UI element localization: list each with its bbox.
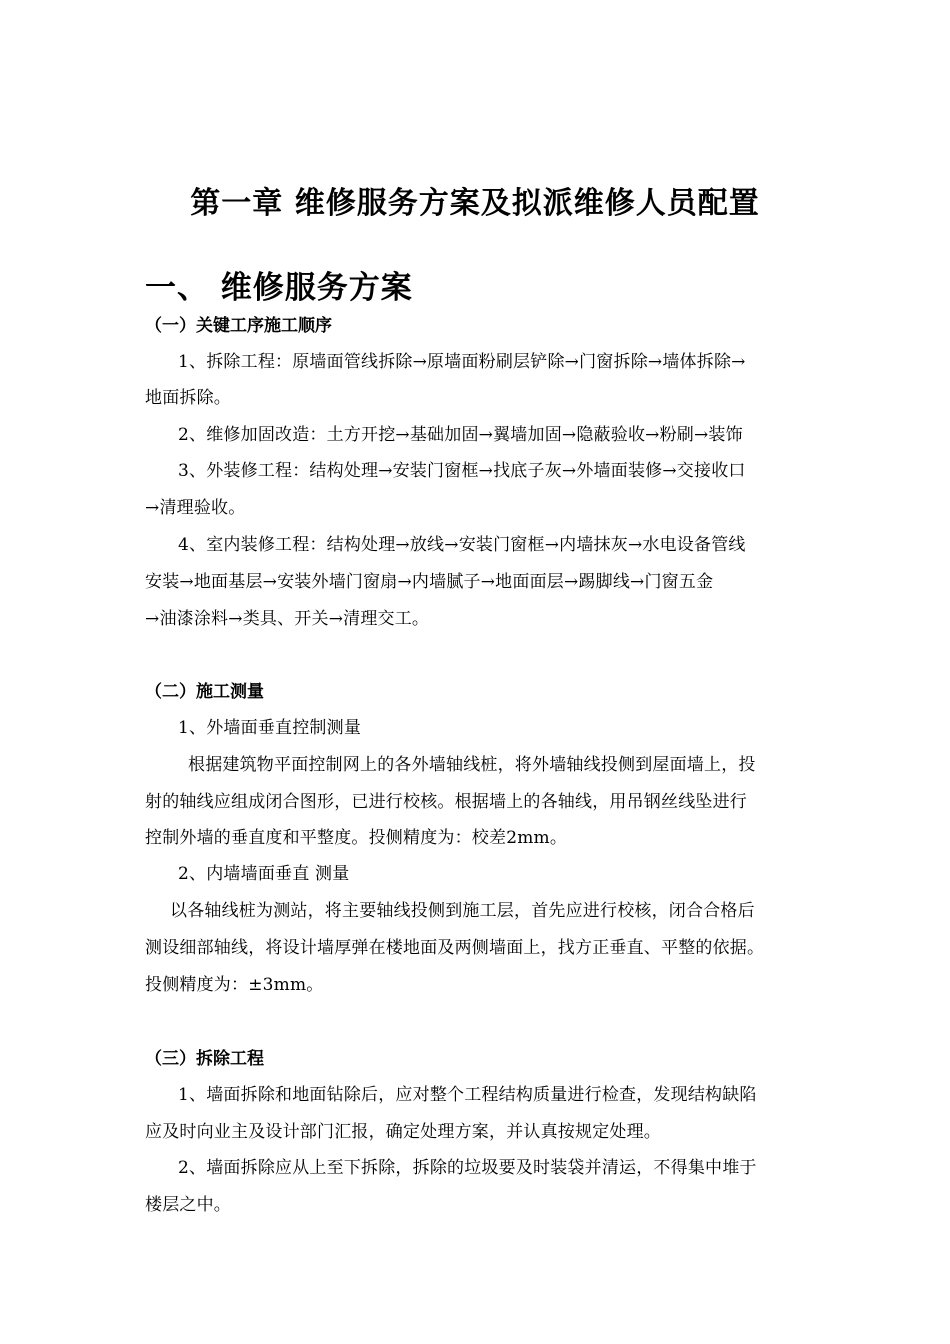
paragraph-line: 射的轴线应组成闭合图形，已进行校核。根据墙上的各轴线，用吊钢丝线坠进行 <box>145 792 747 812</box>
paragraph-line: 测设细部轴线，将设计墙厚弹在楼地面及两侧墙面上，找方正垂直、平整的依据。 <box>145 938 765 958</box>
paragraph-line: →油漆涂料→类具、开关→清理交工。 <box>145 609 430 629</box>
paragraph-line: 安装→地面基层→安装外墙门窗扇→内墙腻子→地面面层→踢脚线→门窗五金 <box>145 572 714 592</box>
section-title: 一、 维修服务方案 <box>145 270 413 306</box>
paragraph-line: 楼层之中。 <box>145 1195 231 1215</box>
paragraph-line: 控制外墙的垂直度和平整度。投侧精度为：校差2mm。 <box>145 828 568 848</box>
paragraph-line: 2、墙面拆除应从上至下拆除，拆除的垃圾要及时装袋并清运，不得集中堆于 <box>178 1158 757 1178</box>
paragraph-line: 1、墙面拆除和地面钻除后，应对整个工程结构质量进行检查，发现结构缺陷 <box>178 1085 757 1105</box>
paragraph-line: 应及时向业主及设计部门汇报，确定处理方案，并认真按规定处理。 <box>145 1122 661 1142</box>
subsection-heading-2: （二）施工测量 <box>145 682 264 702</box>
paragraph-line: →清理验收。 <box>145 498 246 518</box>
subsection-heading-1: （一）关键工序施工顺序 <box>145 316 332 336</box>
paragraph-line: 4、室内装修工程：结构处理→放线→安装门窗框→内墙抹灰→水电设备管线 <box>178 535 746 555</box>
paragraph-line: 以各轴线桩为测站，将主要轴线投侧到施工层，首先应进行校核，闭合合格后 <box>170 901 755 921</box>
paragraph-line: 1、拆除工程：原墙面管线拆除→原墙面粉刷层铲除→门窗拆除→墙体拆除→ <box>178 352 746 372</box>
paragraph-line: 地面拆除。 <box>145 388 231 408</box>
paragraph-line: 根据建筑物平面控制网上的各外墙轴线桩，将外墙轴线投侧到屋面墙上，投 <box>188 755 756 775</box>
paragraph-line: 1、外墙面垂直控制测量 <box>178 718 362 738</box>
paragraph-line: 2、维修加固改造：土方开挖→基础加固→翼墙加固→隐蔽验收→粉刷→装饰 <box>178 425 743 445</box>
paragraph-line: 投侧精度为：±3mm。 <box>145 975 324 995</box>
paragraph-line: 2、内墙墙面垂直 测量 <box>178 864 350 884</box>
chapter-title: 第一章 维修服务方案及拟派维修人员配置 <box>190 186 760 221</box>
paragraph-line: 3、外装修工程：结构处理→安装门窗框→找底子灰→外墙面装修→交接收口 <box>178 461 746 481</box>
subsection-heading-3: （三）拆除工程 <box>145 1049 264 1069</box>
